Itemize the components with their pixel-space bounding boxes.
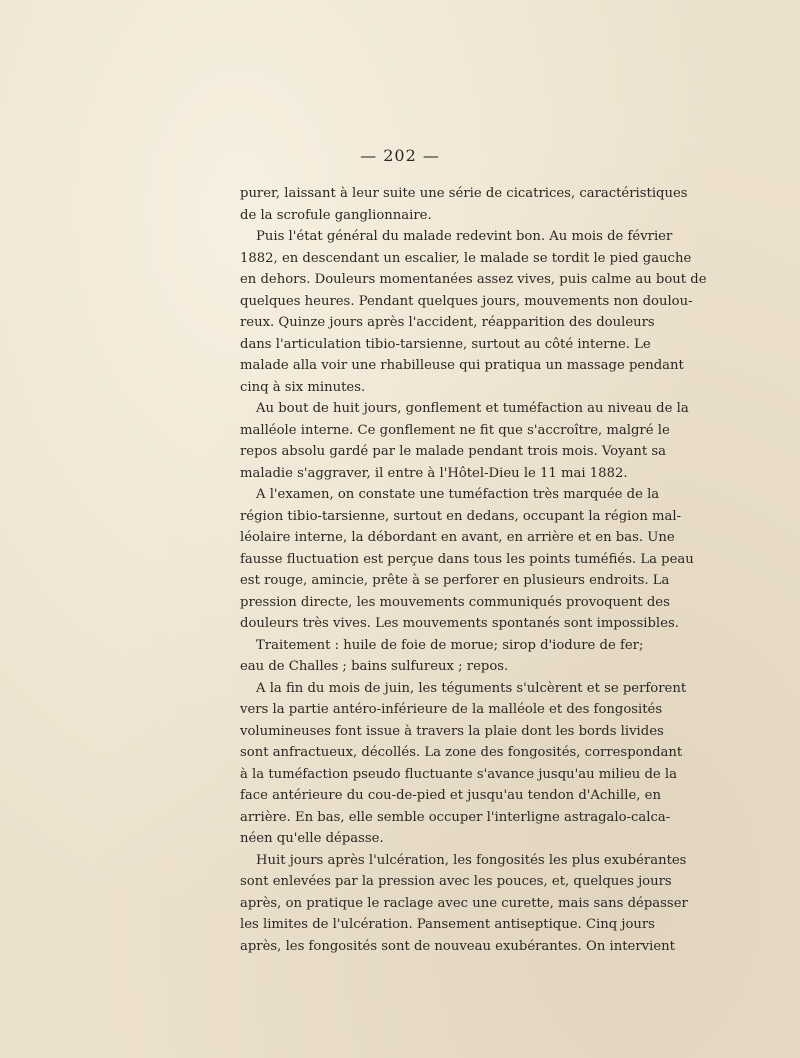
text-line: à la tuméfaction pseudo fluctuante s'avance jusqu'au milieu de la — [240, 766, 677, 782]
text-line: Puis l'état général du malade redevint bon. Au mois de février — [256, 229, 673, 244]
text-line: cinq à six minutes. — [240, 379, 366, 395]
text-line: Au bout de huit jours, gonflement et tuméfaction au niveau de la — [256, 401, 689, 416]
text-line: léolaire interne, la débordant en avant, en arrière et en bas. Une — [240, 530, 675, 545]
text-line: 1882, en descendant un escalier, le malade se tordit le pied gauche — [240, 250, 692, 266]
text-line: A l'examen, on constate une tuméfaction très marquée de la — [256, 487, 660, 502]
text-line: eau de Challes ; bains sulfureux ; repos. — [240, 659, 509, 674]
text-line: dans l'articulation tibio-tarsienne, surtout au côté interne. Le — [240, 336, 651, 352]
text-line: malade alla voir une rhabilleuse qui pratiqua un massage pendant — [240, 358, 684, 373]
text-line: les limites de l'ulcération. Pansement antiseptique. Cinq jours — [240, 917, 655, 932]
text-line: pression directe, les mouvements communiqués provoquent des — [240, 594, 670, 610]
body-text — [240, 183, 707, 957]
text-line: reux. Quinze jours après l'accident, réapparition des douleurs — [240, 315, 655, 330]
text-line: vers la partie antéro-inférieure de la malléole et des fongosités — [240, 702, 663, 717]
text-line: Traitement : huile de foie de morue; sirop d'iodure de fer; — [256, 637, 644, 653]
text-line: de la scrofule ganglionnaire. — [240, 207, 432, 223]
text-line: volumineuses font issue à travers la plaie dont les bords livides — [240, 723, 664, 739]
text-line: A la fin du mois de juin, les téguments s'ulcèrent et se perforent — [256, 680, 687, 696]
text-line: purer, laissant à leur suite une série de cicatrices, caractéristiques — [240, 186, 688, 201]
text-line: après, les fongosités sont de nouveau exubérantes. On intervient — [240, 938, 675, 954]
text-line: en dehors. Douleurs momentanées assez vives, puis calme au bout de — [240, 272, 707, 287]
text-line: néen qu'elle dépasse. — [240, 831, 384, 846]
text-line: après, on pratique le raclage avec une curette, mais sans dépasser — [240, 895, 688, 911]
text-line: sont anfractueux, décollés. La zone des fongosités, correspondant — [240, 745, 683, 760]
text-line: sont enlevées par la pression avec les pouces, et, quelques jours — [240, 874, 672, 889]
text-line: face antérieure du cou-de-pied et jusqu'au tendon d'Achille, en — [240, 788, 661, 803]
text-line: fausse fluctuation est perçue dans tous les points tuméfiés. La peau — [240, 551, 694, 567]
text-line: région tibio-tarsienne, surtout en dedans, occupant la région mal- — [240, 508, 682, 524]
text-line: est rouge, amincie, prête à se perforer en plusieurs endroits. La — [240, 573, 670, 588]
text-line: malléole interne. Ce gonflement ne fit que s'accroître, malgré le — [240, 422, 670, 438]
page-number: — 202 — — [360, 146, 440, 165]
text-line: repos absolu gardé par le malade pendant trois mois. Voyant sa — [240, 444, 667, 459]
text-line: Huit jours après l'ulcération, les fongosités les plus exubérantes — [256, 852, 687, 868]
text-line: douleurs très vives. Les mouvements spontanés sont impossibles. — [240, 616, 679, 631]
text-line: maladie s'aggraver, il entre à l'Hôtel-Dieu le 11 mai 1882. — [240, 465, 628, 481]
text-line: arrière. En bas, elle semble occuper l'interligne astragalo-calca- — [240, 809, 671, 825]
text-line: quelques heures. Pendant quelques jours, mouvements non doulou- — [240, 293, 693, 309]
